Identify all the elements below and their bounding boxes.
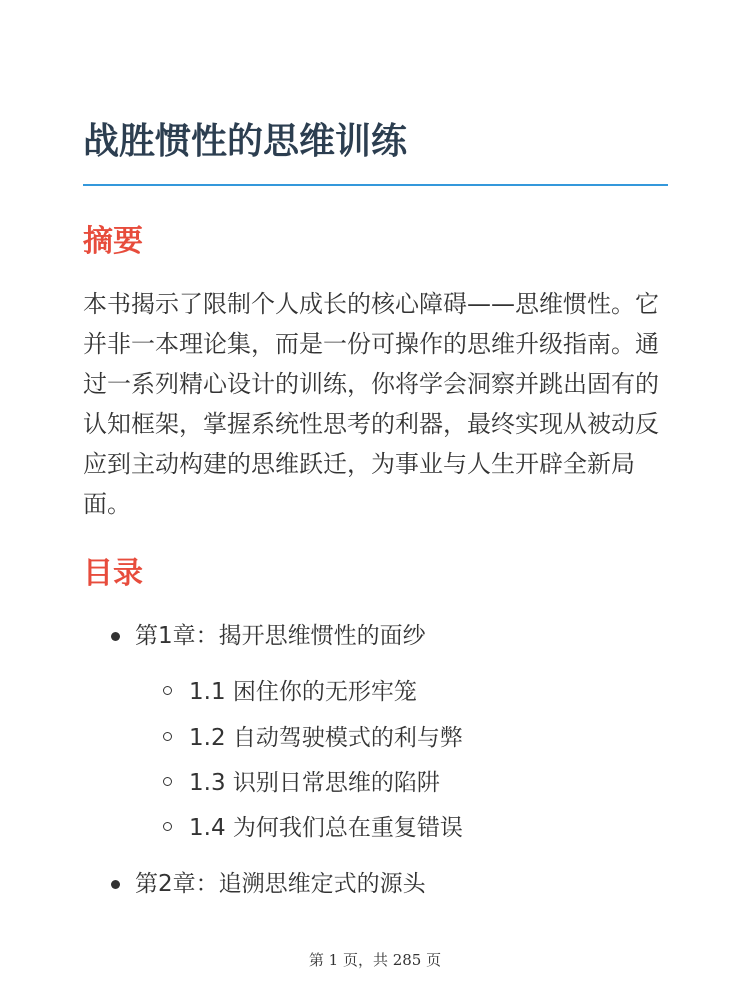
toc-chapter-2[interactable]: 第2章：追溯思维定式的源头 [135, 871, 426, 897]
bullet-circle-icon [163, 686, 172, 695]
toc-heading: 目录 [83, 556, 143, 591]
document-title: 战胜惯性的思维训练 [83, 121, 408, 162]
abstract-heading: 摘要 [83, 224, 143, 259]
abstract-text: 本书揭示了限制个人成长的核心障碍——思维惯性。它并非一本理论集，而是一份可操作的思维升级指南。通过一系列精心设计的训练，你将学会洞察并跳出固有的认知框架，掌握系统性思考的利器，最终实现从被动反应到主动构建的思维跃迁，为事业与人生开辟全新局面。 [83, 290, 659, 518]
title-divider [83, 184, 668, 186]
toc-chapter-1[interactable]: 第1章：揭开思维惯性的面纱 [135, 623, 426, 649]
bullet-disc-icon [111, 632, 120, 641]
bullet-disc-icon [111, 880, 120, 889]
toc-section-1-3[interactable]: 1.3 识别日常思维的陷阱 [189, 770, 440, 796]
bullet-circle-icon [163, 732, 172, 741]
page-number-footer: 第 1 页，共 285 页 [308, 951, 442, 969]
toc-section-1-4[interactable]: 1.4 为何我们总在重复错误 [189, 815, 463, 841]
toc-section-1-2[interactable]: 1.2 自动驾驶模式的利与弊 [189, 725, 463, 751]
toc-section-1-1[interactable]: 1.1 困住你的无形牢笼 [189, 679, 417, 705]
bullet-circle-icon [163, 822, 172, 831]
bullet-circle-icon [163, 777, 172, 786]
